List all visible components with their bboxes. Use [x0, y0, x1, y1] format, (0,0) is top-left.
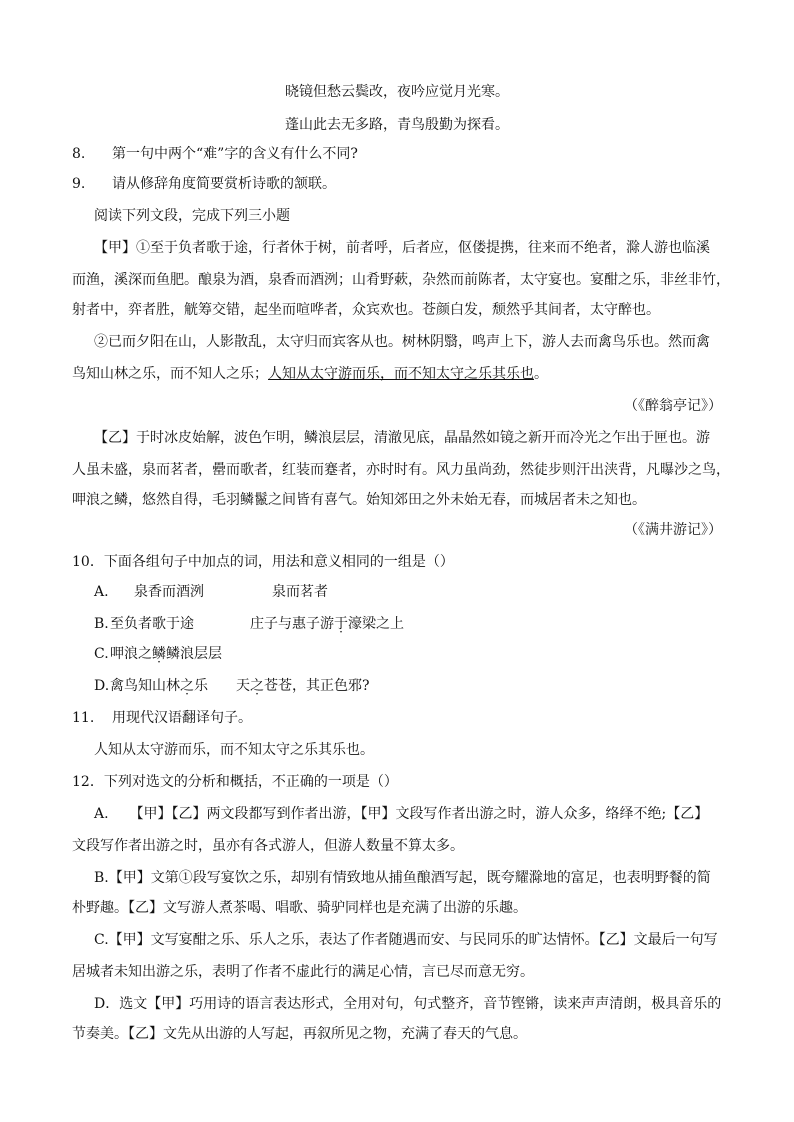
- option-right-b: 苍苍，其正色邪?: [264, 678, 370, 694]
- option-left-a: 禽鸟知山林: [110, 678, 180, 694]
- question-8: [72, 144, 358, 164]
- q10-option-b: [94, 614, 404, 634]
- option-label: B.: [94, 616, 109, 632]
- option-left-a: 呷浪之: [110, 646, 152, 662]
- question-number: 9.: [72, 176, 86, 192]
- jia-source: （《醉翁亭记》）: [624, 398, 722, 414]
- question-11: [72, 708, 252, 728]
- question-number: 11.: [72, 710, 95, 726]
- question-number: 8.: [72, 146, 86, 162]
- option-right-b: 濠梁之上: [348, 616, 404, 632]
- option-label: C.: [94, 646, 109, 662]
- q12-option-a-line-1: A. 【甲】【乙】两文段都写到作者出游，【甲】文段写作者出游之时，游人众多，络绎不绝;【乙】: [94, 806, 709, 822]
- question-text: 用现代汉语翻译句子。: [112, 710, 252, 726]
- poem-line-1: 晓镜但愁云鬓改，夜吟应觉月光寒。: [285, 84, 509, 100]
- question-10-stem: 10．下面各组句子中加点的词，用法和意义相同的一组是（）: [72, 554, 454, 570]
- option-right: 泉而茗者: [272, 584, 328, 600]
- q10-option-c: [94, 644, 222, 664]
- period: 。: [534, 366, 548, 382]
- underlined-sentence: 人知从太守游而乐，而不知太守之乐其乐也: [268, 366, 534, 382]
- dotted-char: 于: [334, 616, 348, 632]
- option-right-a: 天: [236, 678, 250, 694]
- dotted-char: 之: [180, 678, 194, 694]
- option-label: A.: [94, 584, 109, 600]
- jia-p1-line-1: 【甲】①至于负者歌于途，行者休于树，前者呼，后者应，伛偻提携，往来而不绝者，滁人游也临溪: [94, 240, 710, 256]
- q12-option-d-line-1: D．选文【甲】巧用诗的语言表达形式，全用对句，句式整齐，音节铿锵，读来声声清朗，极具音乐的: [94, 996, 722, 1012]
- jia-p2-line-2: [72, 364, 548, 384]
- question-9: [72, 174, 336, 194]
- q12-option-c-line-2: 居城者未知出游之乐，表明了作者不虚此行的满足心情，言已尽而意无穷。: [72, 964, 534, 980]
- q12-option-b-line-1: B.【甲】文第①段写宴饮之乐，却别有情致地从捕鱼酿酒写起，既夸耀滁地的富足，也表明野餐的简: [94, 870, 711, 886]
- q12-option-c-line-1: C.【甲】文写宴酣之乐、乐人之乐，表达了作者随遇而安、与民同乐的旷达情怀。【乙】文最后一句写: [94, 932, 718, 948]
- option-left-b: 乐: [194, 678, 208, 694]
- yi-line-3: 呷浪之鳞，悠然自得，毛羽鳞鬣之间皆有喜气。始知郊田之外未始无春，而城居者未之知也。: [72, 492, 646, 508]
- jia-p2-line-1: ②已而夕阳在山，人影散乱，太守归而宾客从也。树林阴翳，鸣声上下，游人去而禽鸟乐也。然而禽: [94, 334, 710, 350]
- dotted-char: 鳞: [152, 646, 166, 662]
- jia-p1-line-3: 射者中，弈者胜，觥筹交错，起坐而喧哗者，众宾欢也。苍颜白发，颓然乎其间者，太守醉也。: [72, 302, 660, 318]
- jia-text: 鸟知山林之乐，而不知人之乐；: [72, 366, 268, 382]
- q10-option-d: [94, 676, 370, 696]
- poem-line-2: 蓬山此去无多路，青鸟殷勤为探看。: [285, 117, 509, 133]
- jia-p1-line-2: 而渔，溪深而鱼肥。酿泉为酒，泉香而酒洌；山肴野蔌，杂然而前陈者，太守宴也。宴酣之乐，非丝非竹，: [72, 272, 730, 288]
- yi-line-2: 人虽未盛，泉而茗者，罍而歌者，红装而蹇者，亦时时有。风力虽尚劲，然徒步则汗出浃背，凡曝沙之鸟，: [72, 462, 730, 478]
- q12-option-d-line-2: 节奏美。【乙】文先从出游的人写起，再叙所见之物，充满了春天的气息。: [72, 1026, 527, 1042]
- question-text: 请从修辞角度简要赏析诗歌的颔联。: [112, 176, 336, 192]
- question-12-stem: 12．下列对选文的分析和概括，不正确的一项是（）: [72, 774, 398, 790]
- q12-option-a-line-2: 文段写作者出游之时，虽亦有各式游人，但游人数量不算太多。: [72, 838, 464, 854]
- option-right-a: 庄子与惠子游: [250, 616, 334, 632]
- option-left: 泉香而酒洌: [134, 584, 204, 600]
- question-text: 第一句中两个“难”字的含义有什么不同?: [112, 146, 358, 162]
- q11-sentence: 人知从太守游而乐，而不知太守之乐其乐也。: [94, 742, 374, 758]
- reading-intro: 阅读下列文段，完成下列三小题: [94, 208, 290, 224]
- option-left-b: 鳞浪层层: [166, 646, 222, 662]
- option-label: D.: [94, 678, 110, 694]
- yi-line-1: 【乙】于时冰皮始解，波色乍明，鳞浪层层，清澈见底，晶晶然如镜之新开而冷光之乍出于匣也。游: [94, 430, 710, 446]
- option-left: 至负者歌于途: [110, 616, 194, 632]
- q12-option-b-line-2: 朴野趣。【乙】文写游人煮茶喝、唱歌、骑驴同样也是充满了出游的乐趣。: [72, 900, 527, 916]
- dotted-char: 之: [250, 678, 264, 694]
- q10-option-a: [94, 582, 328, 602]
- yi-source: （《满井游记》）: [624, 522, 722, 538]
